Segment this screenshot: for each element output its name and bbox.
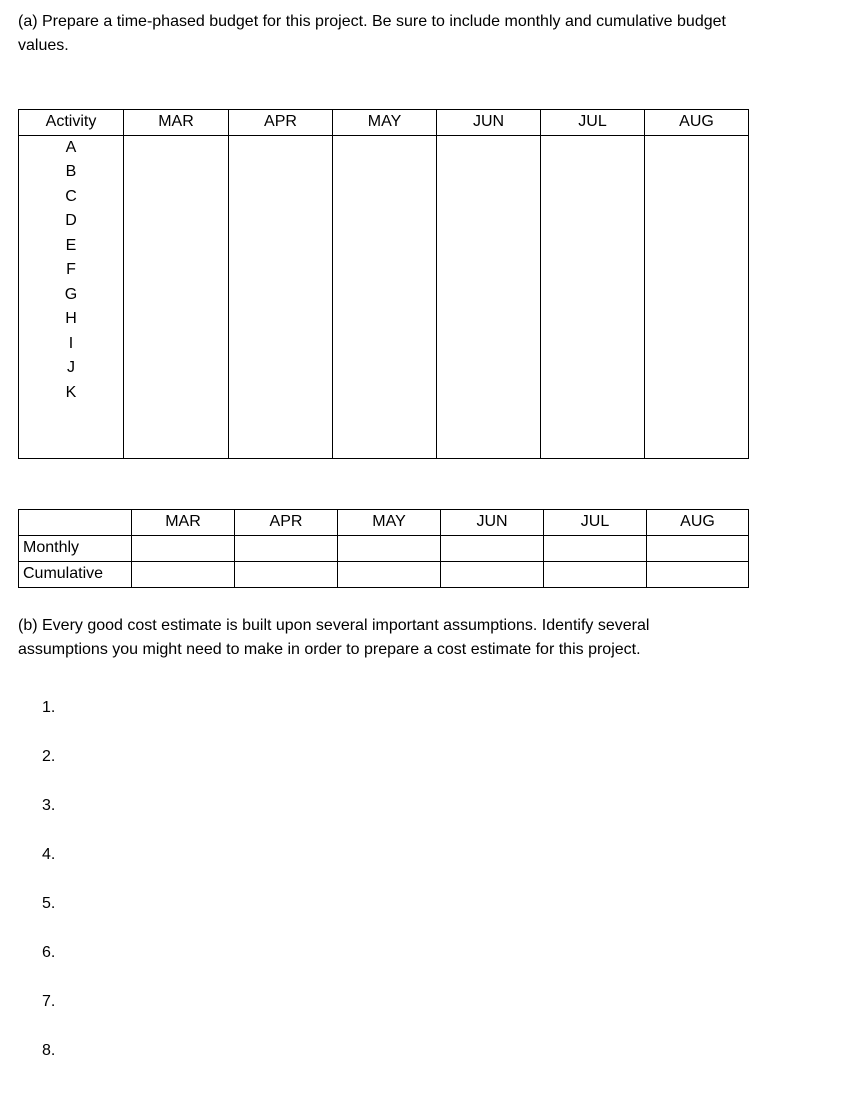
monthly-empty-cell-jul [544, 535, 647, 561]
cumulative-row-label: Cumulative [19, 561, 132, 587]
budget-col-jun: JUN [437, 109, 541, 135]
budget-table-header-row [19, 109, 749, 135]
activity-list-cell [19, 135, 124, 458]
activity-label: F [66, 261, 76, 279]
activity-label: H [65, 310, 77, 328]
activity-label: B [65, 163, 77, 181]
monthly-empty-cell-aug [647, 535, 749, 561]
budget-empty-cell-jul [541, 135, 645, 458]
summary-col-may: MAY [338, 509, 441, 535]
monthly-empty-cell-apr [235, 535, 338, 561]
monthly-empty-cell-may [338, 535, 441, 561]
cumulative-empty-cell-may [338, 561, 441, 587]
assumption-item-2: 2. [42, 748, 56, 766]
budget-table [18, 109, 749, 459]
budget-col-jul: JUL [541, 109, 645, 135]
activity-label: C [65, 187, 77, 205]
summary-col-blank [19, 509, 132, 535]
summary-row-monthly [19, 535, 749, 561]
assumption-item-6: 6. [42, 944, 56, 962]
budget-empty-cell-jun [437, 135, 541, 458]
assumption-item-7: 7. [42, 993, 56, 1011]
budget-col-apr: APR [229, 109, 333, 135]
activity-label: I [68, 334, 74, 352]
activity-label: G [64, 285, 78, 303]
summary-table [18, 509, 749, 588]
summary-col-aug: AUG [647, 509, 749, 535]
budget-col-may: MAY [333, 109, 437, 135]
cumulative-empty-cell-jul [544, 561, 647, 587]
summary-row-cumulative [19, 561, 749, 587]
cumulative-empty-cell-jun [441, 561, 544, 587]
assumption-item-4: 4. [42, 846, 56, 864]
summary-col-mar: MAR [132, 509, 235, 535]
activity-label: J [67, 359, 75, 377]
budget-empty-cell-may [333, 135, 437, 458]
summary-col-apr: APR [235, 509, 338, 535]
budget-empty-cell-apr [229, 135, 333, 458]
summary-table-header-row [19, 509, 749, 535]
budget-col-aug: AUG [645, 109, 749, 135]
assumption-item-1: 1. [42, 699, 56, 717]
budget-empty-cell-aug [645, 135, 749, 458]
activity-label: D [65, 212, 77, 230]
cumulative-empty-cell-mar [132, 561, 235, 587]
summary-col-jun: JUN [441, 509, 544, 535]
summary-col-jul: JUL [544, 509, 647, 535]
monthly-empty-cell-jun [441, 535, 544, 561]
monthly-row-label: Monthly [19, 535, 132, 561]
assumption-item-3: 3. [42, 797, 56, 815]
activity-label: A [65, 138, 77, 156]
assumption-list [18, 698, 829, 1061]
budget-table-body-row [19, 135, 749, 458]
budget-col-activity: Activity [19, 109, 124, 135]
cumulative-empty-cell-apr [235, 561, 338, 587]
assumption-item-5: 5. [42, 895, 56, 913]
activity-label: E [65, 236, 77, 254]
monthly-empty-cell-mar [132, 535, 235, 561]
question-a-text: (a) Prepare a time-phased budget for this project. Be sure to include monthly and cumulative budget values. [18, 13, 726, 55]
budget-empty-cell-mar [124, 135, 229, 458]
activity-label: K [65, 383, 77, 401]
cumulative-empty-cell-aug [647, 561, 749, 587]
budget-col-mar: MAR [124, 109, 229, 135]
assumption-item-8: 8. [42, 1042, 56, 1060]
question-b-text: (b) Every good cost estimate is built upon several important assumptions. Identify several assumptions you might need to make in order to prepare a cost estimate for this project. [18, 616, 650, 658]
